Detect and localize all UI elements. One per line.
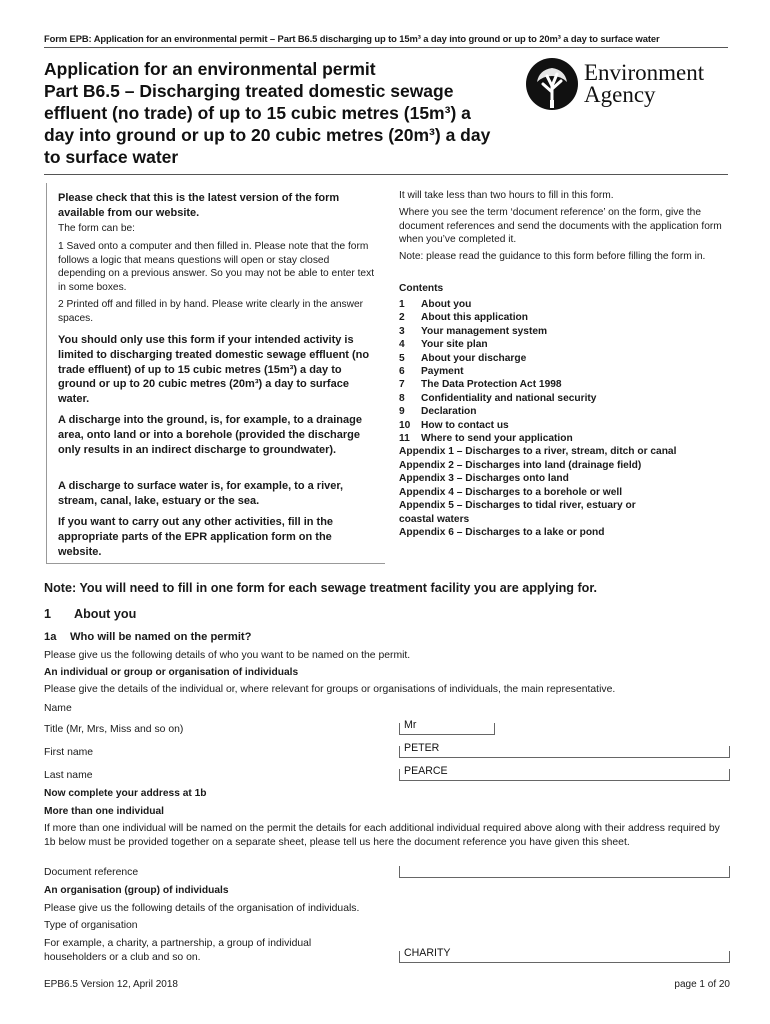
contents-item[interactable] xyxy=(399,298,729,311)
contents-label: The Data Protection Act 1998 xyxy=(421,379,562,391)
contents-num: 11 xyxy=(399,433,410,445)
contents-label: Confidentiality and national security xyxy=(421,392,597,404)
title-line: effluent (no trade) of up to 15 cubic metres (15m³) a xyxy=(44,103,471,123)
contents-num: 2 xyxy=(399,312,405,324)
question-heading xyxy=(44,631,252,643)
last-name-field[interactable] xyxy=(399,765,730,781)
page-title xyxy=(44,58,514,168)
appendix-item[interactable]: Appendix 3 – Discharges onto land xyxy=(399,473,569,485)
option-print: 2 Printed off and filled in by hand. Please write clearly in the answer spaces. xyxy=(58,299,364,324)
contents-label: Where to send your application xyxy=(421,433,573,445)
contents-label: Your site plan xyxy=(421,339,488,351)
appendix-item[interactable]: Appendix 4 – Discharges to a borehole or well xyxy=(399,486,623,498)
contents-label: About your discharge xyxy=(421,352,527,364)
logo-line-1: Environment xyxy=(584,60,705,85)
appendix-item-continued: coastal waters xyxy=(399,513,470,525)
contents-num: 4 xyxy=(399,339,405,351)
logo-line-2: Agency xyxy=(584,82,656,107)
contents-num: 10 xyxy=(399,419,411,431)
section-heading xyxy=(44,607,136,621)
more-individuals-text: If more than one individual will be named on the permit the details for each additional individual required above along with their address required by 1b below must be provided together on a separate sheet, please tell us here the document reference you have given this sheet. xyxy=(44,823,720,848)
organisation-type-label: Type of organisation xyxy=(44,920,138,931)
title-line: Part B6.5 – Discharging treated domestic sewage xyxy=(44,81,454,101)
title-line: day into ground or up to 20 cubic metres (20m³) a day xyxy=(44,125,491,145)
organisation-type-field[interactable] xyxy=(399,947,730,963)
appendix-item[interactable]: Appendix 1 – Discharges to a river, stream, ditch or canal xyxy=(399,446,677,458)
other-activities-text: If you want to carry out any other activities, fill in the appropriate parts of the EPR application form on the website. xyxy=(58,516,334,558)
title-divider xyxy=(44,174,728,175)
one-form-note: Note: You will need to fill in one form for each sewage treatment facility you are applying for. xyxy=(44,581,598,595)
time-estimate: It will take less than two hours to fill in this form. xyxy=(399,190,614,201)
individual-heading: An individual or group or organisation of individuals xyxy=(44,667,299,678)
contents-list xyxy=(399,298,729,539)
document-reference-field[interactable] xyxy=(399,866,730,878)
contents-item[interactable] xyxy=(399,405,729,418)
page-number: page 1 of 20 xyxy=(674,979,730,990)
contents-label: Your management system xyxy=(421,325,548,337)
latest-version-notice: Please check that this is the latest version of the form available from our website. xyxy=(58,192,340,219)
first-name-label: First name xyxy=(44,747,94,758)
contents-item[interactable] xyxy=(399,325,729,338)
contents-num: 1 xyxy=(399,299,405,310)
document-reference-note: Where you see the term ‘document reference’ on the form, give the document references and send the documents with the application form when you’ve completed it. xyxy=(399,207,722,245)
contents-label: Payment xyxy=(421,366,464,378)
more-individuals-heading: More than one individual xyxy=(44,806,164,817)
logo-wordmark xyxy=(584,62,704,106)
contents-item[interactable] xyxy=(399,338,729,351)
individual-text: Please give the details of the individual or, where relevant for groups or organisations of individuals, the main representative. xyxy=(44,684,616,695)
document-reference-label: Document reference xyxy=(44,867,139,878)
first-name-value: PETER xyxy=(404,742,440,754)
question-title: Who will be named on the permit? xyxy=(70,631,252,643)
guidance-note: Note: please read the guidance to this form before filling the form in. xyxy=(399,251,706,262)
title-label: Title (Mr, Mrs, Miss and so on) xyxy=(44,724,184,735)
contents-heading: Contents xyxy=(399,283,444,294)
contents-item[interactable] xyxy=(399,352,729,365)
title-field[interactable] xyxy=(399,719,495,735)
contents-item[interactable] xyxy=(399,365,729,378)
contents-label: How to contact us xyxy=(421,419,509,431)
contents-label: About you xyxy=(421,299,472,310)
contents-item[interactable] xyxy=(399,432,729,445)
activity-scope-text: You should only use this form if your intended activity is limited to discharging treated domestic sewage effluent (no trade effluent) of up to 15 cubic metres (15m³) a day to ground or up to 20 cubic metres (20m³) a day to surface water. xyxy=(58,334,370,406)
organisation-text: Please give us the following details of the organisation of individuals. xyxy=(44,903,360,914)
contents-item[interactable] xyxy=(399,419,729,432)
appendix-item[interactable]: Appendix 2 – Discharges into land (drainage field) xyxy=(399,459,642,471)
last-name-value: PEARCE xyxy=(404,765,448,777)
title-line: Application for an environmental permit xyxy=(44,59,376,79)
name-label: Name xyxy=(44,703,72,714)
contents-label: About this application xyxy=(421,312,528,324)
organisation-heading: An organisation (group) of individuals xyxy=(44,885,229,896)
title-line: to surface water xyxy=(44,147,179,167)
organisation-type-value: CHARITY xyxy=(404,947,451,959)
contents-num: 7 xyxy=(399,379,405,391)
option-computer: 1 Saved onto a computer and then filled in. Please note that the form follows a logic that means questions will open or stay closed depending on a previous answer. So you may not be able to enter text in some boxes. xyxy=(58,241,375,293)
section-number: 1 xyxy=(44,607,52,621)
ground-discharge-example: A discharge into the ground, is, for example, to a drainage area, onto land or into a borehole (provided the discharge only results in an indirect discharge to groundwater). xyxy=(58,414,362,456)
appendix-item[interactable]: Appendix 5 – Discharges to tidal river, estuary or xyxy=(399,500,636,512)
surface-discharge-example: A discharge to surface water is, for example, to a river, stream, canal, lake, estuary or the sea. xyxy=(58,480,344,507)
contents-item[interactable] xyxy=(399,378,729,391)
contents-num: 3 xyxy=(399,325,405,337)
form-version: EPB6.5 Version 12, April 2018 xyxy=(44,979,178,990)
section-title: About you xyxy=(74,607,137,621)
permit-intro: Please give us the following details of who you want to be named on the permit. xyxy=(44,650,411,661)
contents-num: 6 xyxy=(399,366,405,378)
title-value: Mr xyxy=(404,719,417,731)
question-number: 1a xyxy=(44,631,57,643)
header-divider xyxy=(44,47,728,48)
contents-label: Declaration xyxy=(421,406,477,418)
contents-num: 5 xyxy=(399,352,405,364)
contents-num: 9 xyxy=(399,406,405,418)
last-name-label: Last name xyxy=(44,770,93,781)
first-name-field[interactable] xyxy=(399,742,730,758)
running-header: Form EPB: Application for an environmental permit – Part B6.5 discharging up to 15m³ a day into ground or up to 20m³ a day to surface water xyxy=(44,33,660,44)
address-note: Now complete your address at 1b xyxy=(44,788,207,799)
appendix-item[interactable]: Appendix 6 – Discharges to a lake or pond xyxy=(399,526,605,538)
contents-item[interactable] xyxy=(399,311,729,324)
form-can-be-text: The form can be: xyxy=(58,223,136,234)
contents-item[interactable] xyxy=(399,392,729,405)
organisation-type-help: For example, a charity, a partnership, a group of individual householders or a club and so on. xyxy=(44,938,312,963)
contents-num: 8 xyxy=(399,392,405,404)
